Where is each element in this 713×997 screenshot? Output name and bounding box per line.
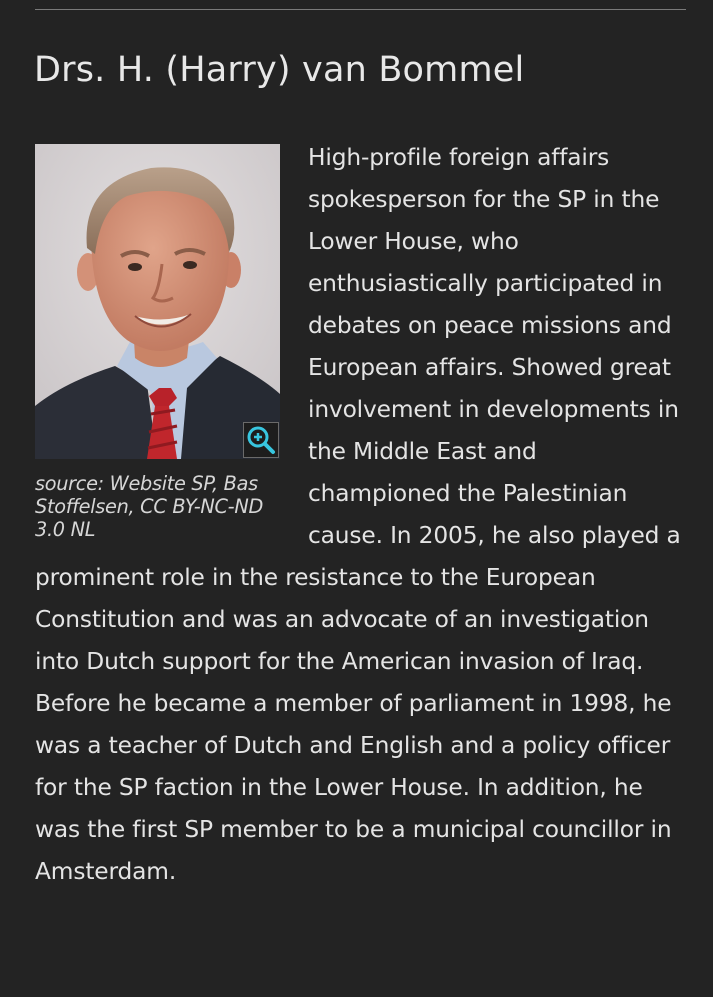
zoom-button[interactable] [243, 422, 279, 458]
magnifier-plus-icon [244, 423, 278, 457]
top-divider [35, 9, 686, 10]
biography-text: High-profile foreign affairs spokesperson for the SP in the Lower House, who enthusiastically participated in debates on peace missions and European affairs. Showed great involvement in developments in the Middle East and championed the Palestinian cause. In 2005, he also played a prominent role in the resistance to the European Constitution and was an advocate of an investigation into Dutch support for the American invasion of Iraq. Before he became a member of parliament in 1998, he was a teacher of Dutch and English and a policy officer for the SP faction in the Lower House. In addition, he was the first SP member to be a municipal councillor in Amsterdam. [35, 144, 681, 885]
article-body [35, 137, 685, 893]
portrait-photo[interactable] [35, 144, 280, 459]
photo-caption: source: Website SP, Bas Stoffelsen, CC BY-NC-ND 3.0 NL [35, 472, 264, 541]
page-title: Drs. H. (Harry) van Bommel [34, 50, 525, 90]
portrait-figure [35, 144, 280, 541]
portrait-image [35, 144, 280, 459]
